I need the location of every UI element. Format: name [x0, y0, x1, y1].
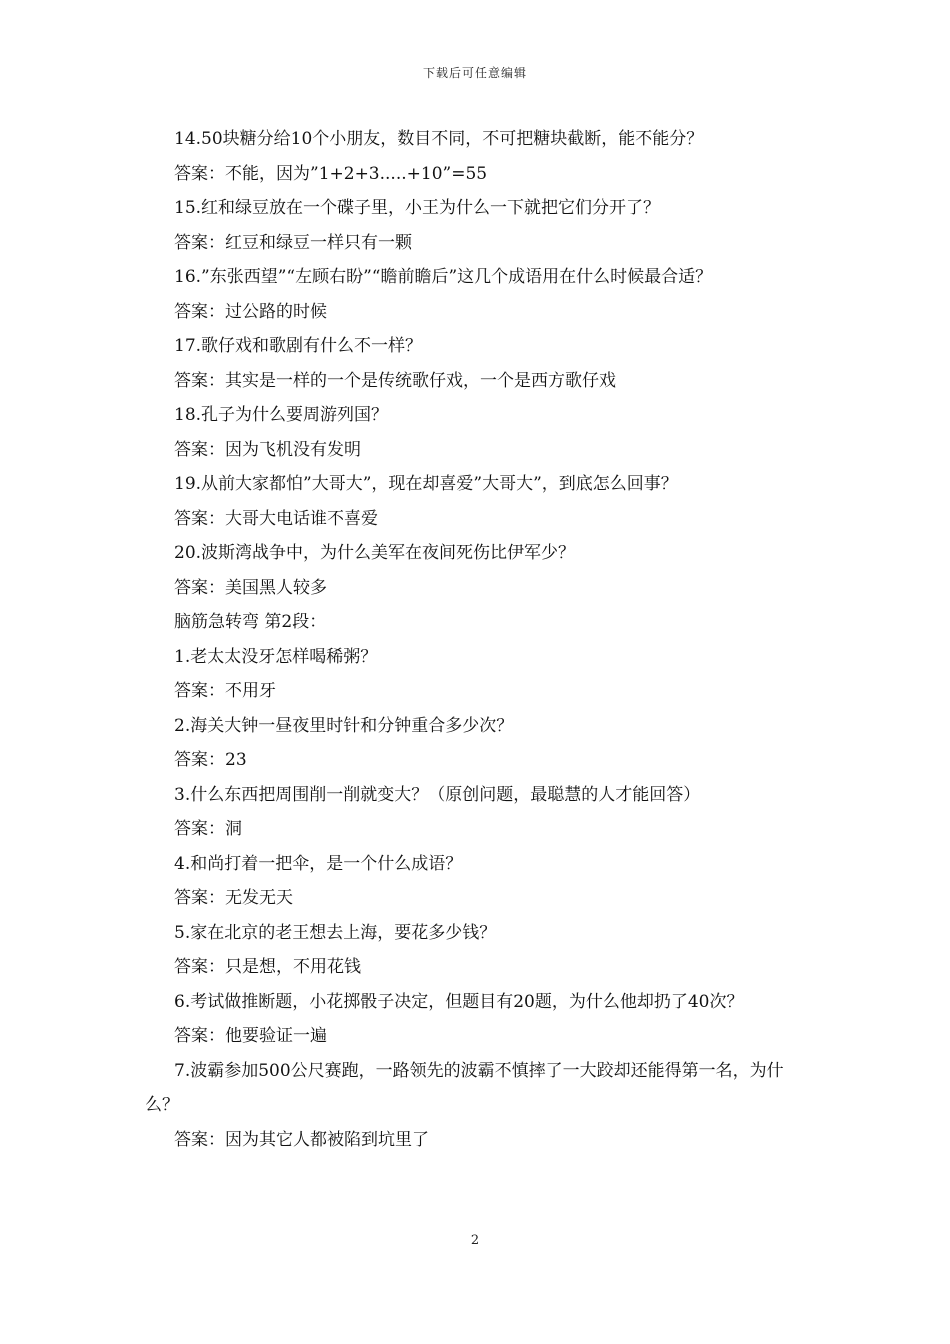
question-17: 17.歌仔戏和歌剧有什么不一样？: [174, 336, 423, 356]
question-4: 4.和尚打着一把伞，是一个什么成语？: [174, 853, 463, 874]
answer-15: 答案：红豆和绿豆一样只有一颗: [174, 232, 412, 253]
question-7: 7.波霸参加500公尺赛跑，一路领先的波霸不慎摔了一大跤却还能得第一名，为什么？: [145, 1060, 784, 1115]
question-2: 2.海关大钟一昼夜里时针和分钟重合多少次？: [174, 715, 514, 736]
answer-17: 答案：其实是一样的一个是传统歌仔戏，一个是西方歌仔戏: [174, 370, 616, 391]
question-6: 6.考试做推断题，小花掷骰子决定，但题目有20题，为什么他却扔了40次？: [174, 991, 744, 1012]
answer-14: 答案：不能，因为”1+2+3.....+10”=55: [174, 163, 488, 184]
answer-18: 答案：因为飞机没有发明: [174, 439, 361, 460]
answer-16: 答案：过公路的时候: [174, 301, 327, 322]
answer-4: 答案：无发无天: [174, 888, 293, 908]
question-15: 15.红和绿豆放在一个碟子里，小王为什么一下就把它们分开了？: [174, 198, 661, 218]
answer-19: 答案：大哥大电话谁不喜爱: [174, 508, 378, 529]
question-16: 16.”东张西望”“左顾右盼”“瞻前瞻后”这几个成语用在什么时候最合适？: [174, 267, 713, 287]
document-body: [145, 122, 810, 1157]
question-5: 5.家在北京的老王想去上海，要花多少钱？: [174, 922, 497, 943]
question-3: 3.什么东西把周围削一削就变大？（原创问题，最聪慧的人才能回答）: [174, 784, 701, 805]
question-14: 14.50块糖分给10个小朋友，数目不同，不可把糖块截断，能不能分？: [174, 129, 704, 149]
answer-1: 答案：不用牙: [174, 681, 276, 701]
answer-5: 答案：只是想，不用花钱: [174, 957, 361, 977]
question-19: 19.从前大家都怕”大哥大”，现在却喜爱”大哥大”，到底怎么回事？: [174, 474, 678, 494]
answer-2: 答案：23: [174, 750, 247, 770]
answer-6: 答案：他要验证一遍: [174, 1026, 327, 1046]
question-20: 20.波斯湾战争中，为什么美军在夜间死伤比伊军少？: [174, 543, 576, 563]
answer-7: 答案：因为其它人都被陷到坑里了: [174, 1129, 429, 1150]
question-18: 18.孔子为什么要周游列国？: [174, 405, 389, 425]
answer-20: 答案：美国黑人较多: [174, 577, 327, 598]
page-number: 2: [470, 1233, 480, 1248]
section-heading: 脑筋急转弯 第2段：: [174, 612, 327, 632]
question-1: 1.老太太没牙怎样喝稀粥？: [174, 646, 378, 667]
answer-3: 答案：洞: [174, 819, 242, 839]
page-header: 下载后可任意编辑: [422, 66, 527, 80]
